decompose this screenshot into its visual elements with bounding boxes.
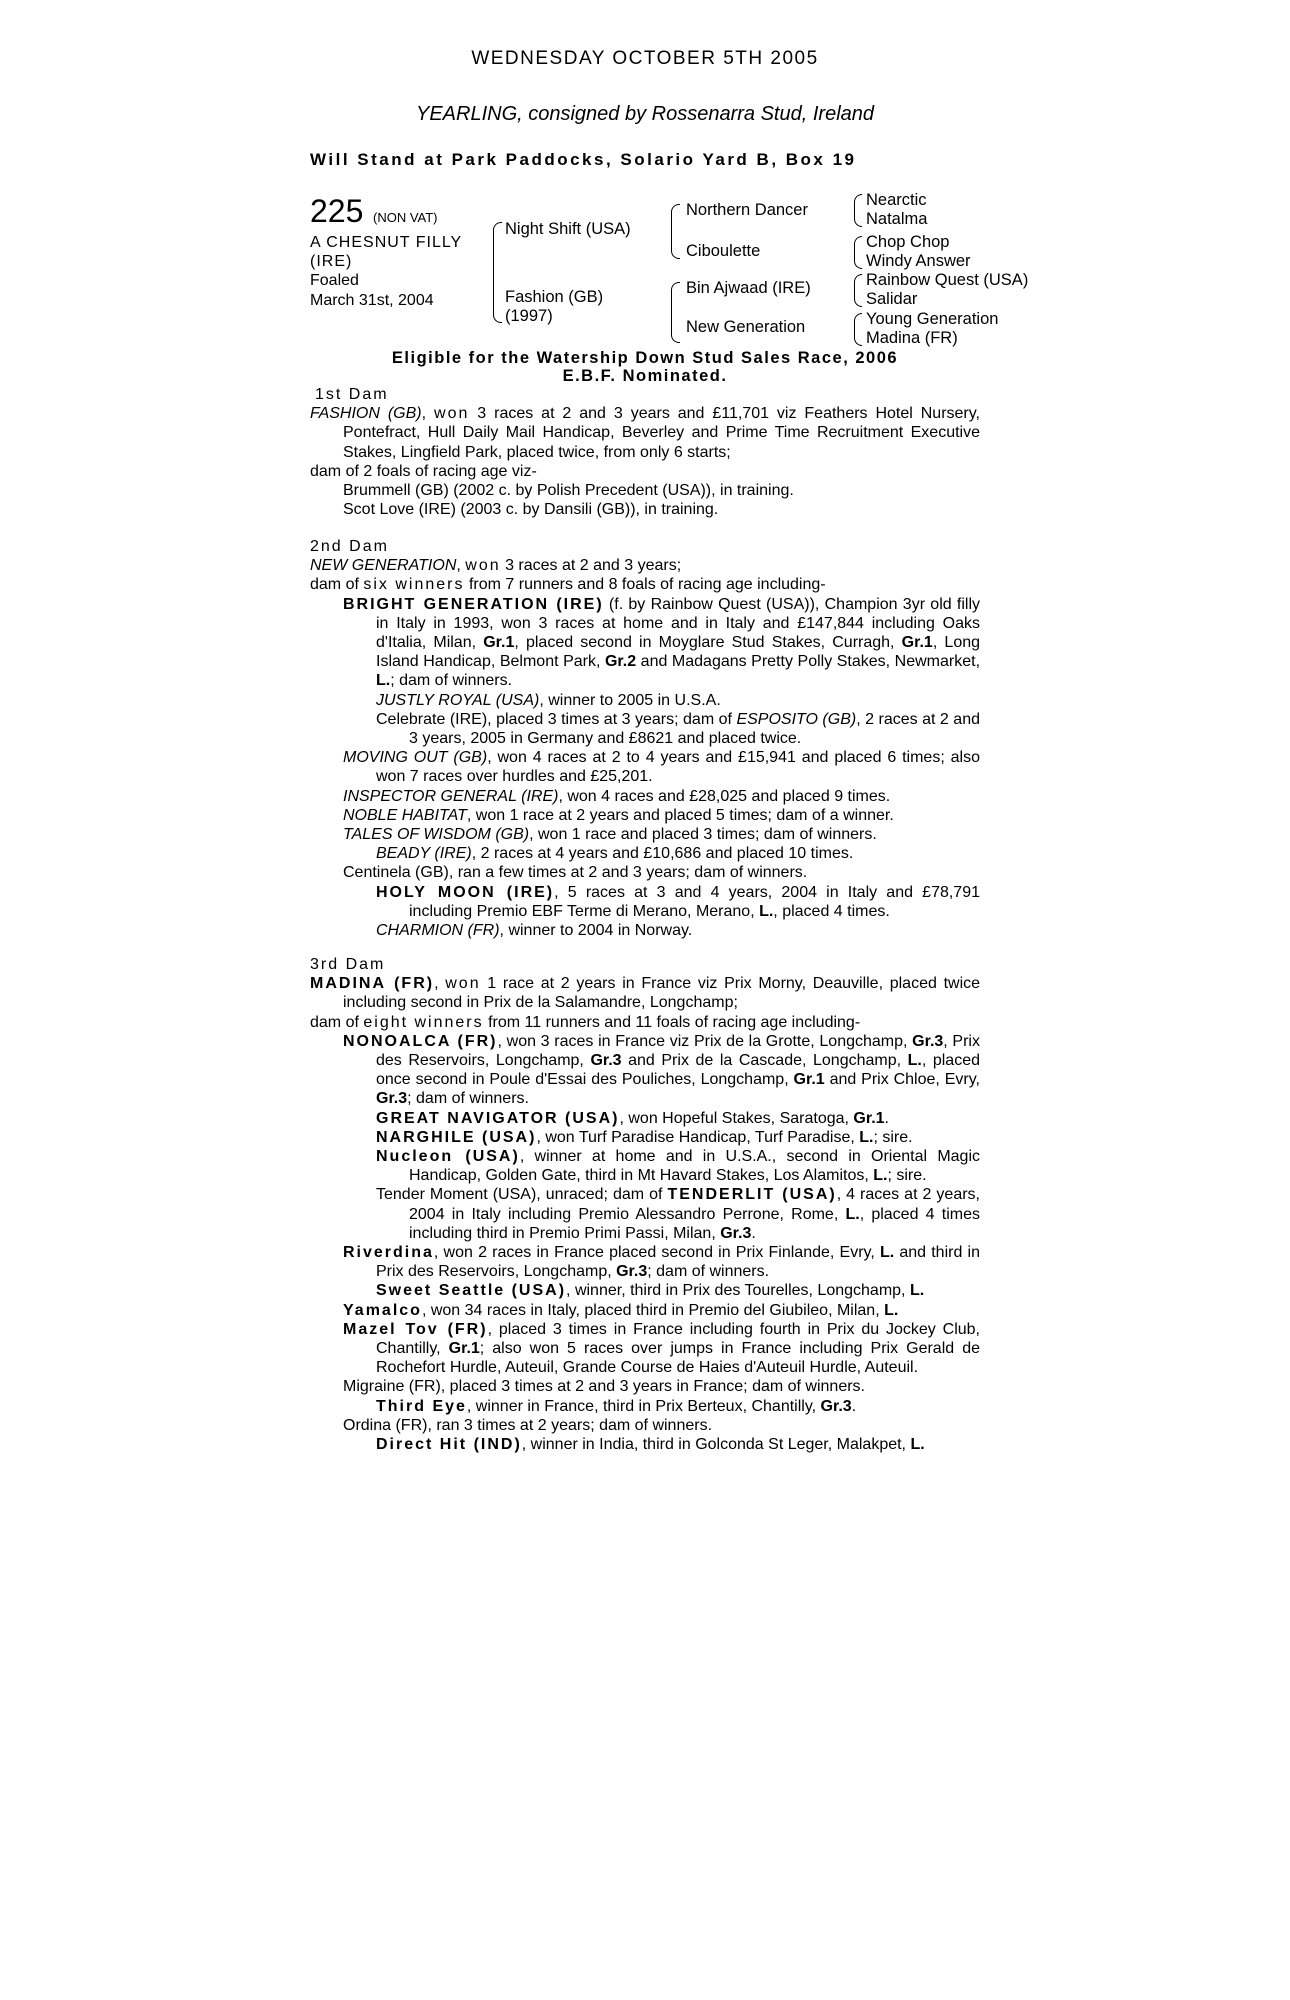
second-dam-record: NEW GENERATION, won 3 races at 2 and 3 years; (310, 557, 682, 575)
listed-label: L. (859, 1128, 874, 1146)
progeny-text: , won 4 races and £28,025 and placed 9 times. (558, 787, 891, 805)
progeny-text: , winner at home and in U.S.A., second in Oriental Magic Handicap, Golden Gate, third in Mt Havard Stakes, Los Alamitos, (409, 1148, 981, 1185)
progeny-entry (310, 844, 980, 863)
progeny-name: JUSTLY ROYAL (USA) (376, 691, 540, 709)
progeny-entry (310, 825, 980, 844)
intro-text: from 7 runners and 8 foals of racing age including- (464, 576, 826, 594)
progeny-text: , 4 races at 2 years, 2004 in Italy including Premio Alessandro Perrone, Rome, (409, 1186, 981, 1223)
first-dam-record-text: 3 races at 2 and 3 years and £11,701 viz Feathers Hotel Nursery, Pontefract, Hull Daily Mail Handicap, Beverley and Prime Time Recruitment Executive Stakes, Lingfield Park, placed twice, from only 6 starts; (343, 405, 981, 461)
first-dam-heading: 1st Dam (315, 386, 389, 403)
progeny-text: , won 2 races in France placed second in Prix Finlande, Evry, (433, 1244, 880, 1262)
foaled-label: Foaled (310, 272, 359, 289)
pedigree-sire-dam: Ciboulette (686, 242, 761, 260)
second-dam-heading: 2nd Dam (310, 538, 389, 555)
intro-text: dam of (310, 576, 364, 594)
second-dam-record-text: 3 races at 2 and 3 years; (500, 557, 682, 575)
progeny-text: , 5 races at 3 and 4 years, 2004 in Italy and £78,791 including Premio EBF Terme di Merano, Merano, (409, 883, 980, 920)
progeny-name: BEADY (IRE) (376, 845, 472, 863)
intro-text: dam of (310, 1013, 364, 1031)
listed-label: L. (759, 902, 774, 920)
progeny-name: GREAT NAVIGATOR (USA) (376, 1109, 620, 1127)
second-dam-name: NEW GENERATION (310, 557, 457, 575)
pedigree-brace (671, 204, 680, 233)
progeny-name: MOVING OUT (GB) (343, 749, 488, 767)
progeny-text: and Prix Chloe, Evry, (824, 1071, 981, 1089)
progeny-text: , winner in India, third in Golconda St Leger, Malakpet, (521, 1436, 911, 1454)
pedigree-brace (854, 194, 862, 211)
progeny-text: ; sire. (873, 1128, 913, 1146)
progeny-text: , placed 3 times in France including fourth in Prix du Jockey Club, Chantilly, (376, 1320, 981, 1358)
pedigree-brace (854, 329, 862, 346)
progeny-entry (310, 1281, 980, 1300)
progeny-entry (310, 595, 980, 691)
pedigree-g8: Madina (FR) (866, 329, 958, 347)
progeny-text: , winner, third in Prix des Tourelles, Longchamp, (566, 1282, 910, 1300)
progeny-entry (310, 1320, 980, 1378)
first-dam-won: won (434, 405, 470, 423)
listed-label: L. (879, 1244, 895, 1262)
pedigree-brace (493, 222, 502, 271)
eligibility-line: Eligible for the Watership Down Stud Sales Race, 2006 (391, 349, 899, 367)
winners-count: six winners (363, 576, 465, 594)
progeny-text: , placed 4 times including third in Premio Primi Passi, Milan, (409, 1205, 980, 1242)
progeny-text: , won 1 race and placed 3 times; dam of winners. (529, 826, 877, 844)
listed-label: L. (910, 1436, 925, 1454)
pedigree-dam-year: (1997) (505, 307, 553, 325)
progeny-entry (310, 921, 980, 940)
progeny-name: Mazel Tov (FR) (343, 1320, 488, 1338)
progeny-entry (310, 1032, 980, 1109)
stabling-location: Will Stand at Park Paddocks, Solario Yard B, Box 19 (310, 150, 857, 169)
pedigree-brace (671, 282, 680, 315)
listed-label: L. (845, 1205, 860, 1223)
progeny-text: , Long Island Handicap, Belmont Park, (376, 634, 981, 671)
progeny-entry (310, 1147, 980, 1185)
progeny-name: ESPOSITO (GB) (736, 710, 857, 728)
progeny-entry: Ordina (FR), ran 3 times at 2 years; dam of winners. (343, 1416, 713, 1434)
progeny-text: , winner to 2004 in Norway. (499, 922, 693, 940)
intro-text: from 11 runners and 11 foals of racing age including- (483, 1013, 861, 1031)
second-dam-section (310, 537, 980, 940)
progeny-name: Third Eye (376, 1397, 467, 1415)
progeny-text: and Madagans Pretty Polly Stakes, Newmarket, (636, 653, 981, 671)
produce-item: Scot Love (IRE) (2003 c. by Dansili (GB)), in training. (343, 501, 719, 519)
pedigree-g1: Nearctic (866, 191, 927, 209)
progeny-text: (f. by Rainbow Quest (USA)), Champion 3yr old filly in Italy in 1993, won 3 races at home and in Italy and £147,844 including Oaks d'Italia, Milan, (376, 595, 981, 652)
progeny-entry (310, 787, 980, 806)
third-dam-intro (310, 1013, 980, 1032)
progeny-text: Celebrate (IRE), placed 3 times at 3 years; dam of (376, 710, 737, 728)
produce-item: Brummell (GB) (2002 c. by Polish Precedent (USA)), in training. (343, 482, 794, 500)
pedigree-dam: Fashion (GB) (505, 288, 604, 306)
pedigree-dam-sire: Bin Ajwaad (IRE) (686, 279, 811, 297)
pedigree-sire: Night Shift (USA) (505, 220, 631, 238)
progeny-entry (310, 1243, 980, 1281)
progeny-name: Nucleon (USA) (376, 1148, 520, 1166)
progeny-entry (310, 691, 980, 710)
pedigree-brace (854, 210, 862, 227)
grade-label: Gr.1 (483, 634, 515, 652)
first-dam-produce-intro: dam of 2 foals of racing age viz- (310, 462, 537, 480)
progeny-entry (310, 883, 980, 921)
progeny-entry (310, 748, 980, 786)
listed-label: L. (873, 1167, 888, 1185)
progeny-name: Riverdina (343, 1244, 434, 1262)
progeny-text: ; also won 5 races over jumps in France including Prix Gerald de Rochefort Hurdle, Auteuil, Grande Course de Haies d'Auteuil Hurdle, Auteuil. (376, 1340, 980, 1377)
pedigree-brace (854, 274, 862, 291)
progeny-text: and Prix de la Cascade, Longchamp, (621, 1052, 908, 1070)
progeny-text: , placed second in Moyglare Stud Stakes, Curragh, (514, 634, 902, 652)
progeny-text: Tender Moment (USA), unraced; dam of (376, 1186, 668, 1204)
pedigree-g2: Natalma (866, 210, 928, 228)
progeny-entry (310, 1128, 980, 1147)
listed-label: L. (376, 672, 391, 690)
progeny-entry (310, 1435, 980, 1454)
progeny-text: , won 3 races in France viz Prix de la Grotte, Longchamp, (497, 1032, 913, 1050)
progeny-text: . (884, 1109, 889, 1127)
progeny-entry (310, 1301, 980, 1320)
progeny-text: , winner to 2005 in U.S.A. (539, 691, 721, 709)
progeny-name: Direct Hit (IND) (376, 1436, 522, 1454)
third-dam-won: won (445, 975, 481, 993)
pedigree-brace (854, 252, 862, 269)
progeny-entry: Migraine (FR), placed 3 times at 2 and 3 years in France; dam of winners. (343, 1378, 865, 1396)
progeny-entry (310, 806, 980, 825)
second-dam-won: won (465, 557, 501, 575)
pedigree-brace (854, 236, 862, 253)
third-dam-record-text: 1 race at 2 years in France viz Prix Morny, Deauville, placed twice including second in Prix de la Salamandre, Longchamp; (343, 975, 981, 1012)
first-dam-section (310, 385, 980, 519)
grade-label: Gr.3 (912, 1032, 944, 1050)
progeny-name: NOBLE HABITAT (343, 806, 467, 824)
listed-label: L. (907, 1052, 922, 1070)
pedigree-brace (671, 232, 680, 259)
progeny-name: CHARMION (FR) (376, 922, 500, 940)
progeny-text: , 2 races at 2 and 3 years, 2005 in Germany and £8621 and placed twice. (409, 710, 980, 748)
progeny-name: TENDERLIT (USA) (667, 1186, 837, 1204)
progeny-name: TALES OF WISDOM (GB) (343, 826, 530, 844)
progeny-text: and third in Prix des Reservoirs, Longchamp, (376, 1244, 980, 1281)
third-dam-heading: 3rd Dam (310, 956, 386, 973)
progeny-text: , winner in France, third in Prix Berteux, Chantilly, (466, 1397, 821, 1415)
progeny-text: , Prix des Reservoirs, Longchamp, (376, 1032, 980, 1070)
pedigree-g5: Rainbow Quest (USA) (866, 271, 1029, 289)
grade-label: Gr.3 (616, 1263, 648, 1281)
winners-count: eight winners (363, 1013, 484, 1031)
first-dam-record: FASHION (GB), won 3 races at 2 and 3 years and £11,701 viz Feathers Hotel Nursery, Pontefract, Hull Daily Mail Handicap, Beverley and Prime Time Recruitment Executive Stakes, Lingfield Park, placed twice, from only 6 starts; (310, 405, 981, 461)
progeny-text: , won 34 races in Italy, placed third in Premio del Giubileo, Milan, (421, 1301, 885, 1319)
foaled-date: March 31st, 2004 (310, 292, 434, 309)
grade-label: Gr.3 (720, 1224, 752, 1242)
listed-label: L. (884, 1301, 899, 1319)
progeny-text: ; sire. (887, 1167, 927, 1185)
pedigree-sire-sire: Northern Dancer (686, 201, 808, 219)
progeny-text: , won Hopeful Stakes, Saratoga, (619, 1109, 854, 1127)
grade-label: Gr.3 (376, 1090, 408, 1108)
progeny-text: , placed once second in Poule d'Essai des Pouliches, Longchamp, (376, 1052, 980, 1089)
progeny-name: NONOALCA (FR) (343, 1032, 498, 1050)
progeny-text: ; dam of winners. (407, 1090, 529, 1108)
second-dam-intro (310, 575, 980, 594)
sale-date: WEDNESDAY OCTOBER 5TH 2005 (471, 48, 819, 69)
progeny-name: BRIGHT GENERATION (IRE) (343, 595, 604, 613)
pedigree-dam-dam: New Generation (686, 318, 806, 336)
pedigree-g3: Chop Chop (866, 233, 950, 251)
grade-label: Gr.1 (853, 1109, 885, 1127)
progeny-text: ; dam of winners. (647, 1263, 770, 1281)
progeny-name: Sweet Seattle (USA) (376, 1282, 567, 1300)
grade-label: Gr.1 (448, 1340, 480, 1358)
progeny-name: HOLY MOON (IRE) (376, 883, 555, 901)
progeny-name: INSPECTOR GENERAL (IRE) (343, 787, 559, 805)
grade-label: Gr.1 (793, 1071, 825, 1089)
progeny-text: . (751, 1224, 756, 1242)
lot-number: 225 (310, 193, 364, 229)
grade-label: Gr.3 (590, 1052, 622, 1070)
progeny-entry (310, 1185, 980, 1243)
third-dam-section (310, 955, 980, 1454)
lot-country: (IRE) (310, 253, 353, 270)
first-dam-name: FASHION (GB) (310, 405, 422, 423)
third-dam-record: MADINA (FR), won 1 race at 2 years in France viz Prix Morny, Deauville, placed twice including second in Prix de la Salamandre, Longchamp; (310, 975, 981, 1012)
progeny-name: NARGHILE (USA) (376, 1128, 537, 1146)
progeny-text: , 2 races at 4 years and £10,686 and placed 10 times. (471, 845, 854, 863)
consignment-line: YEARLING, consigned by Rossenarra Stud, Ireland (415, 103, 875, 125)
pedigree-g6: Salidar (866, 290, 918, 308)
pedigree-g4: Windy Answer (866, 252, 971, 270)
progeny-entry (310, 1397, 980, 1416)
progeny-entry (310, 1109, 980, 1128)
progeny-name: Yamalco (343, 1301, 422, 1319)
progeny-text: , placed 4 times. (773, 902, 890, 920)
progeny-text: . (851, 1397, 857, 1415)
progeny-entry (310, 710, 980, 748)
lot-description: A CHESNUT FILLY (310, 234, 463, 251)
pedigree-brace (854, 313, 862, 330)
pedigree-brace (493, 270, 502, 323)
grade-label: Gr.3 (820, 1397, 852, 1415)
ebf-line: E.B.F. Nominated. (562, 367, 728, 385)
progeny-text: , won 4 races at 2 to 4 years and £15,941 and placed 6 times; also won 7 races over hurdles and £25,201. (376, 749, 981, 786)
progeny-entry: Centinela (GB), ran a few times at 2 and 3 years; dam of winners. (343, 864, 808, 882)
grade-label: Gr.2 (604, 653, 637, 671)
progeny-text: , won Turf Paradise Handicap, Turf Paradise, (536, 1128, 860, 1146)
pedigree-brace (854, 290, 862, 307)
progeny-text: ; dam of winners. (390, 672, 513, 690)
listed-label: L. (909, 1282, 925, 1300)
grade-label: Gr.1 (901, 634, 933, 652)
pedigree-g7: Young Generation (866, 310, 999, 328)
vat-status: (NON VAT) (373, 210, 438, 225)
pedigree-brace (671, 314, 680, 343)
third-dam-name: MADINA (FR) (310, 975, 435, 993)
progeny-text: , won 1 race at 2 years and placed 5 times; dam of a winner. (466, 806, 894, 824)
